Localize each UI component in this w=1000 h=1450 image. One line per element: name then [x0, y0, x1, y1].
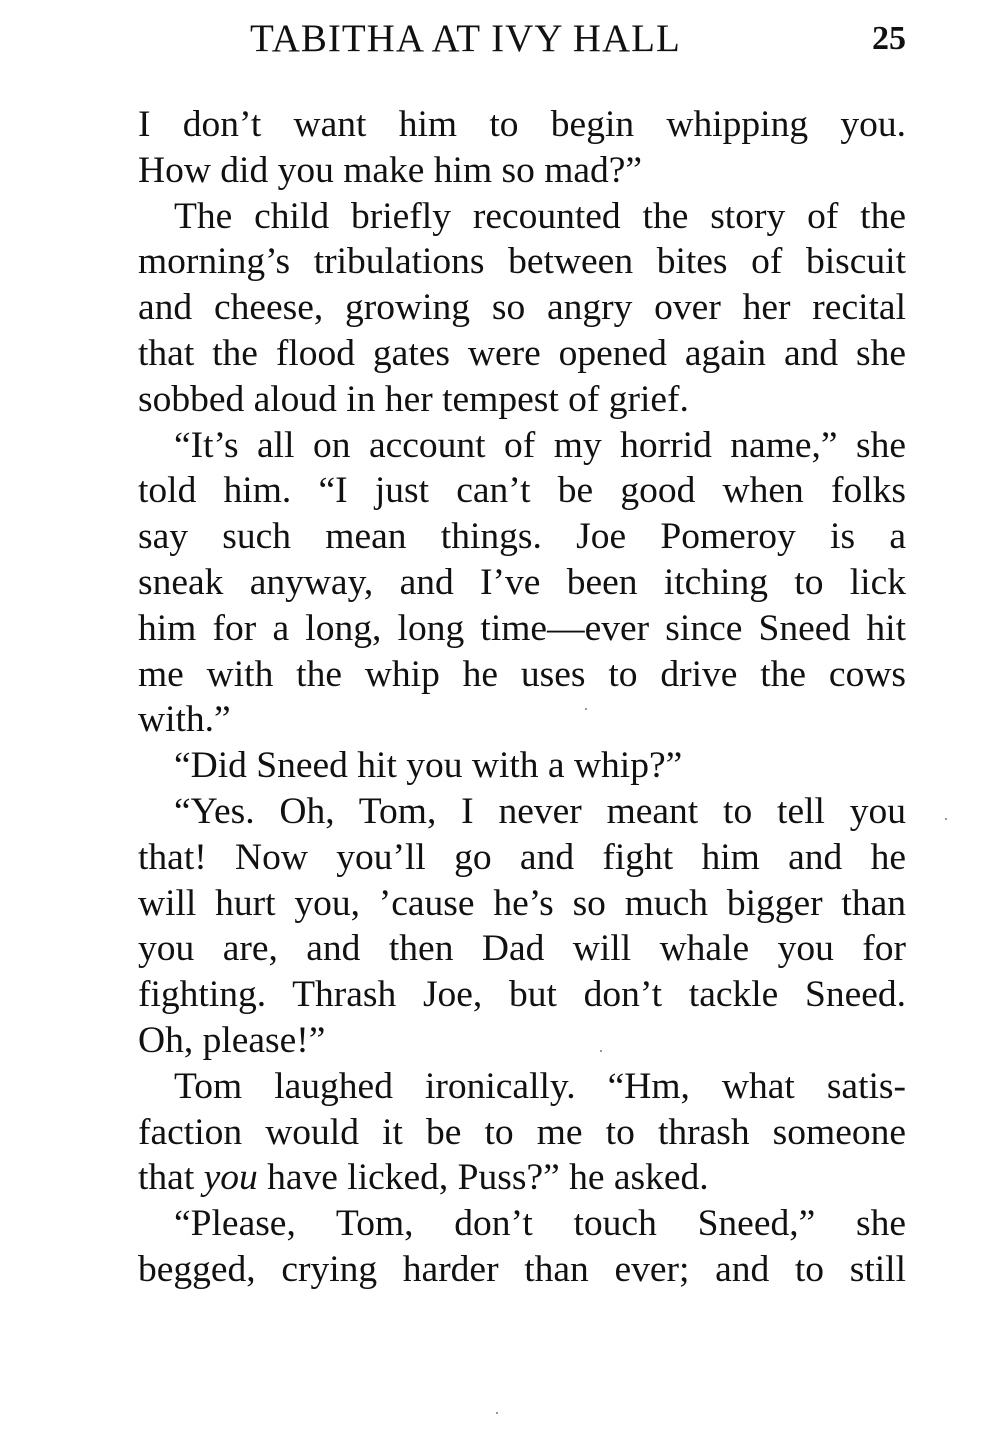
text-line: “It’s all on account of my horrid name,” she [174, 424, 906, 466]
text-line: “Yes. Oh, Tom, I never meant to tell you [174, 790, 906, 832]
text-line: morning’s tribulations between bites of biscuit [138, 241, 906, 283]
text-line: told him. “I just can’t be good when folks [138, 470, 906, 512]
text-line: Tom laughed ironically. “Hm, what satis- [174, 1065, 906, 1107]
text-line: How did you make him so mad?” [138, 149, 643, 191]
scan-speck [585, 708, 587, 710]
scan-speck [945, 818, 947, 820]
text-line: The child briefly recounted the story of the [174, 195, 906, 237]
scan-speck [600, 1050, 602, 1052]
text-line: “Please, Tom, don’t touch Sneed,” she [174, 1203, 906, 1245]
running-header [138, 14, 908, 64]
text-line: say such mean things. Joe Pomeroy is a [138, 516, 906, 558]
page-number: 25 [872, 20, 906, 57]
text-line: will hurt you, ’cause he’s so much bigger than [138, 882, 906, 924]
text-line: and cheese, growing so angry over her recital [138, 287, 906, 329]
text-line: that! Now you’ll go and fight him and he [138, 836, 906, 878]
text-line: you are, and then Dad will whale you for [138, 928, 906, 970]
scan-speck [496, 1412, 498, 1414]
emphasized-word: you [203, 1157, 258, 1199]
text-segment: that [138, 1157, 204, 1199]
text-line: sneak anyway, and I’ve been itching to lick [138, 561, 906, 603]
text-line: with.” [138, 699, 231, 741]
text-line: him for a long, long time—ever since Sneed hit [138, 607, 906, 649]
text-segment: have licked, Puss?” he asked. [257, 1157, 709, 1199]
text-line: begged, crying harder than ever; and to still [138, 1248, 906, 1290]
text-line: I don’t want him to begin whipping you. [138, 104, 906, 145]
text-line [138, 1155, 906, 1201]
body-text [138, 102, 906, 1293]
text-line: faction would it be to me to thrash someone [138, 1111, 906, 1153]
text-line: that the flood gates were opened again and she [138, 332, 906, 374]
running-title: TABITHA AT IVY HALL [250, 17, 681, 60]
text-line: fighting. Thrash Joe, but don’t tackle Sneed. [138, 974, 906, 1016]
text-line: sobbed aloud in her tempest of grief. [138, 378, 689, 420]
text-line: me with the whip he uses to drive the cows [138, 653, 906, 695]
text-line: Oh, please!” [138, 1019, 326, 1061]
text-line: “Did Sneed hit you with a whip?” [174, 745, 683, 787]
